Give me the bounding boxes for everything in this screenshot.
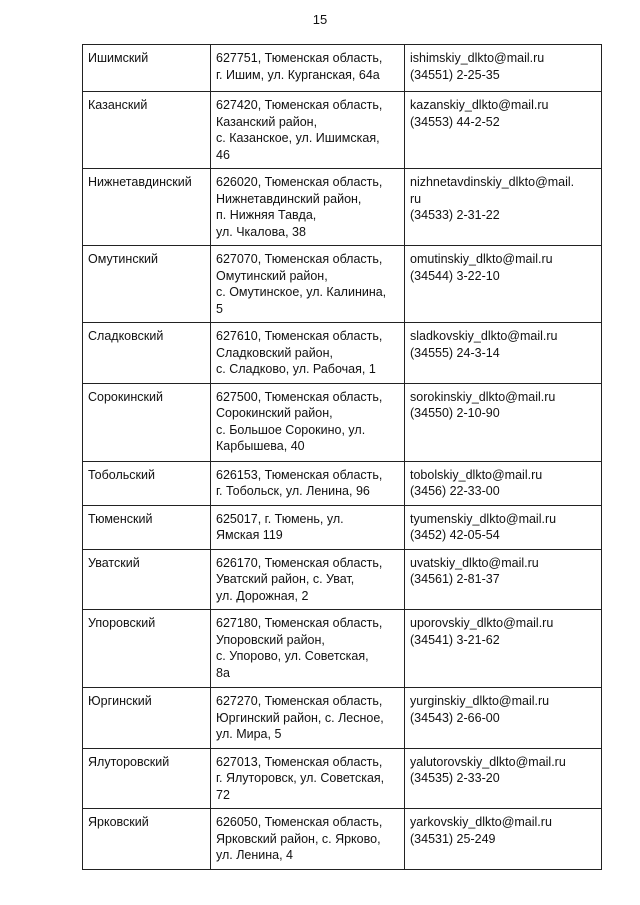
district-address: 626153, Тюменская область, г. Тобольск, ул. Ленина, 96 bbox=[211, 461, 405, 505]
district-contact: ishimskiy_dlkto@mail.ru (34551) 2-25-35 bbox=[405, 45, 602, 92]
table-row bbox=[83, 688, 602, 749]
district-contact: sladkovskiy_dlkto@mail.ru (34555) 24-3-14 bbox=[405, 323, 602, 384]
district-address: 627270, Тюменская область, Юргинский район, с. Лесное, ул. Мира, 5 bbox=[211, 688, 405, 749]
district-address: 627610, Тюменская область, Сладковский район, с. Сладково, ул. Рабочая, 1 bbox=[211, 323, 405, 384]
district-address: 627751, Тюменская область, г. Ишим, ул. Курганская, 64а bbox=[211, 45, 405, 92]
district-contact: uvatskiy_dlkto@mail.ru (34561) 2-81-37 bbox=[405, 549, 602, 610]
district-address: 627013, Тюменская область, г. Ялуторовск, ул. Советская, 72 bbox=[211, 748, 405, 809]
table-row bbox=[83, 45, 602, 92]
district-address: 627070, Тюменская область, Омутинский район, с. Омутинское, ул. Калинина, 5 bbox=[211, 246, 405, 323]
district-address: 626170, Тюменская область, Уватский район, с. Уват, ул. Дорожная, 2 bbox=[211, 549, 405, 610]
district-contact: nizhnetavdinskiy_dlkto@mail. ru (34533) 2-31-22 bbox=[405, 169, 602, 246]
table-row bbox=[83, 323, 602, 384]
table-row bbox=[83, 748, 602, 809]
district-name: Ялуторовский bbox=[83, 748, 211, 809]
district-name: Омутинский bbox=[83, 246, 211, 323]
page-number: 15 bbox=[312, 12, 328, 27]
district-address: 627500, Тюменская область, Сорокинский район, с. Большое Сорокино, ул. Карбышева, 40 bbox=[211, 383, 405, 461]
district-contact: uporovskiy_dlkto@mail.ru (34541) 3-21-62 bbox=[405, 610, 602, 688]
district-name: Тобольский bbox=[83, 461, 211, 505]
table-row bbox=[83, 461, 602, 505]
district-address: 625017, г. Тюмень, ул. Ямская 119 bbox=[211, 505, 405, 549]
table-row bbox=[83, 549, 602, 610]
district-address: 626050, Тюменская область, Ярковский район, с. Ярково, ул. Ленина, 4 bbox=[211, 809, 405, 870]
table-row bbox=[83, 92, 602, 169]
table-row bbox=[83, 505, 602, 549]
table-row bbox=[83, 169, 602, 246]
district-contact: omutinskiy_dlkto@mail.ru (34544) 3-22-10 bbox=[405, 246, 602, 323]
district-address: 627420, Тюменская область, Казанский район, с. Казанское, ул. Ишимская, 46 bbox=[211, 92, 405, 169]
table-row bbox=[83, 809, 602, 870]
district-contact: sorokinskiy_dlkto@mail.ru (34550) 2-10-90 bbox=[405, 383, 602, 461]
district-name: Ярковский bbox=[83, 809, 211, 870]
district-name: Сорокинский bbox=[83, 383, 211, 461]
district-contact: yurginskiy_dlkto@mail.ru (34543) 2-66-00 bbox=[405, 688, 602, 749]
district-name: Сладковский bbox=[83, 323, 211, 384]
district-name: Ишимский bbox=[83, 45, 211, 92]
district-contacts-table bbox=[82, 44, 602, 870]
district-name: Юргинский bbox=[83, 688, 211, 749]
district-name: Уватский bbox=[83, 549, 211, 610]
district-contact: yarkovskiy_dlkto@mail.ru (34531) 25-249 bbox=[405, 809, 602, 870]
district-address: 626020, Тюменская область, Нижнетавдинский район, п. Нижняя Тавда, ул. Чкалова, 38 bbox=[211, 169, 405, 246]
district-name: Тюменский bbox=[83, 505, 211, 549]
table-row bbox=[83, 383, 602, 461]
district-contact: yalutorovskiy_dlkto@mail.ru (34535) 2-33-20 bbox=[405, 748, 602, 809]
district-address: 627180, Тюменская область, Упоровский район, с. Упорово, ул. Советская, 8а bbox=[211, 610, 405, 688]
district-contact: tobolskiy_dlkto@mail.ru (3456) 22-33-00 bbox=[405, 461, 602, 505]
table-row bbox=[83, 246, 602, 323]
district-name: Нижнетавдинский bbox=[83, 169, 211, 246]
district-name: Упоровский bbox=[83, 610, 211, 688]
district-name: Казанский bbox=[83, 92, 211, 169]
table-row bbox=[83, 610, 602, 688]
district-contact: kazanskiy_dlkto@mail.ru (34553) 44-2-52 bbox=[405, 92, 602, 169]
district-contact: tyumenskiy_dlkto@mail.ru (3452) 42-05-54 bbox=[405, 505, 602, 549]
